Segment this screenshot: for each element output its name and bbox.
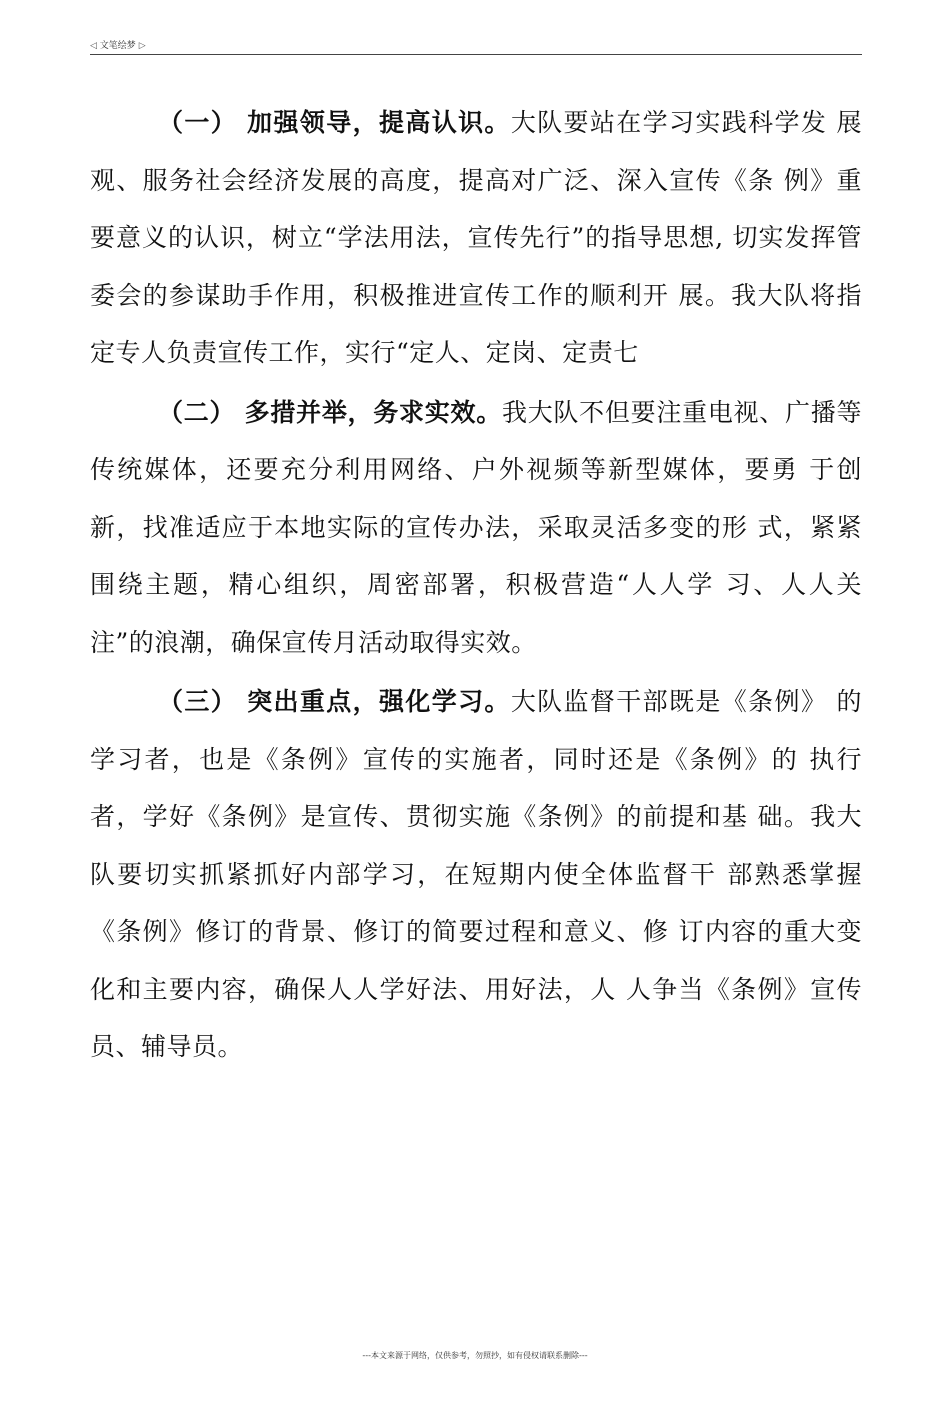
paragraph-1 — [90, 94, 862, 382]
paragraph-3-heading: （三） 突出重点，强化学习。 — [158, 687, 511, 716]
document-body — [90, 94, 862, 1078]
page-footer: ---本文来源于网络，仅供参考，勿照抄，如有侵权请联系删除--- — [362, 1351, 588, 1360]
paragraph-3 — [90, 673, 862, 1076]
left-triangle-icon: ◁ — [90, 41, 97, 51]
right-triangle-icon: ▷ — [138, 41, 146, 51]
paragraph-3-text: 大队监督干部既是《条例》 的学习者，也是《条例》宣传的实施者，同时还是《条例》的 执行者，学好《条例》是宣传、贯彻实施《条例》的前提和基 础。我大队要切实抓紧抓好内部学习，在短期内使全体监督干 部熟悉掌握《条例》修订的背景、修订的简要过程和意义、修 订内容的重大变化和主要内容，确保人人学好法、用好法，人 人争当《条例》宣传员、辅导员。 — [90, 687, 862, 1061]
paragraph-2-text: 我大队不但要注重电视、广播等传统媒体，还要充分利用网络、户外视频等新型媒体，要勇 于创新，找准适应于本地实际的宣传办法，采取灵活多变的形 式，紧紧围绕主题，精心组织，周密部署，积极营造“人人学 习、人人关注”的浪潮，确保宣传月活动取得实效。 — [90, 397, 862, 657]
header-title: 文笔绘梦 — [99, 41, 136, 51]
paragraph-2 — [90, 384, 862, 672]
paragraph-2-heading: （二） 多措并举，务求实效。 — [158, 397, 502, 427]
paragraph-1-heading: （一） 加强领导，提高认识。 — [158, 108, 511, 137]
paragraph-1-text: 大队要站在学习实践科学发 展观、服务社会经济发展的高度，提高对广泛、深入宣传《条 例》重要意义的认识，树立“学法用法，宣传先行”的指导思想, 切实发挥管委会的参谋助手作用，积极推进宣传工作的顺利开 展。我大队将指定专人负责宣传工作，实行“定人、定岗、定责七 — [90, 108, 862, 367]
page-header — [90, 40, 862, 55]
